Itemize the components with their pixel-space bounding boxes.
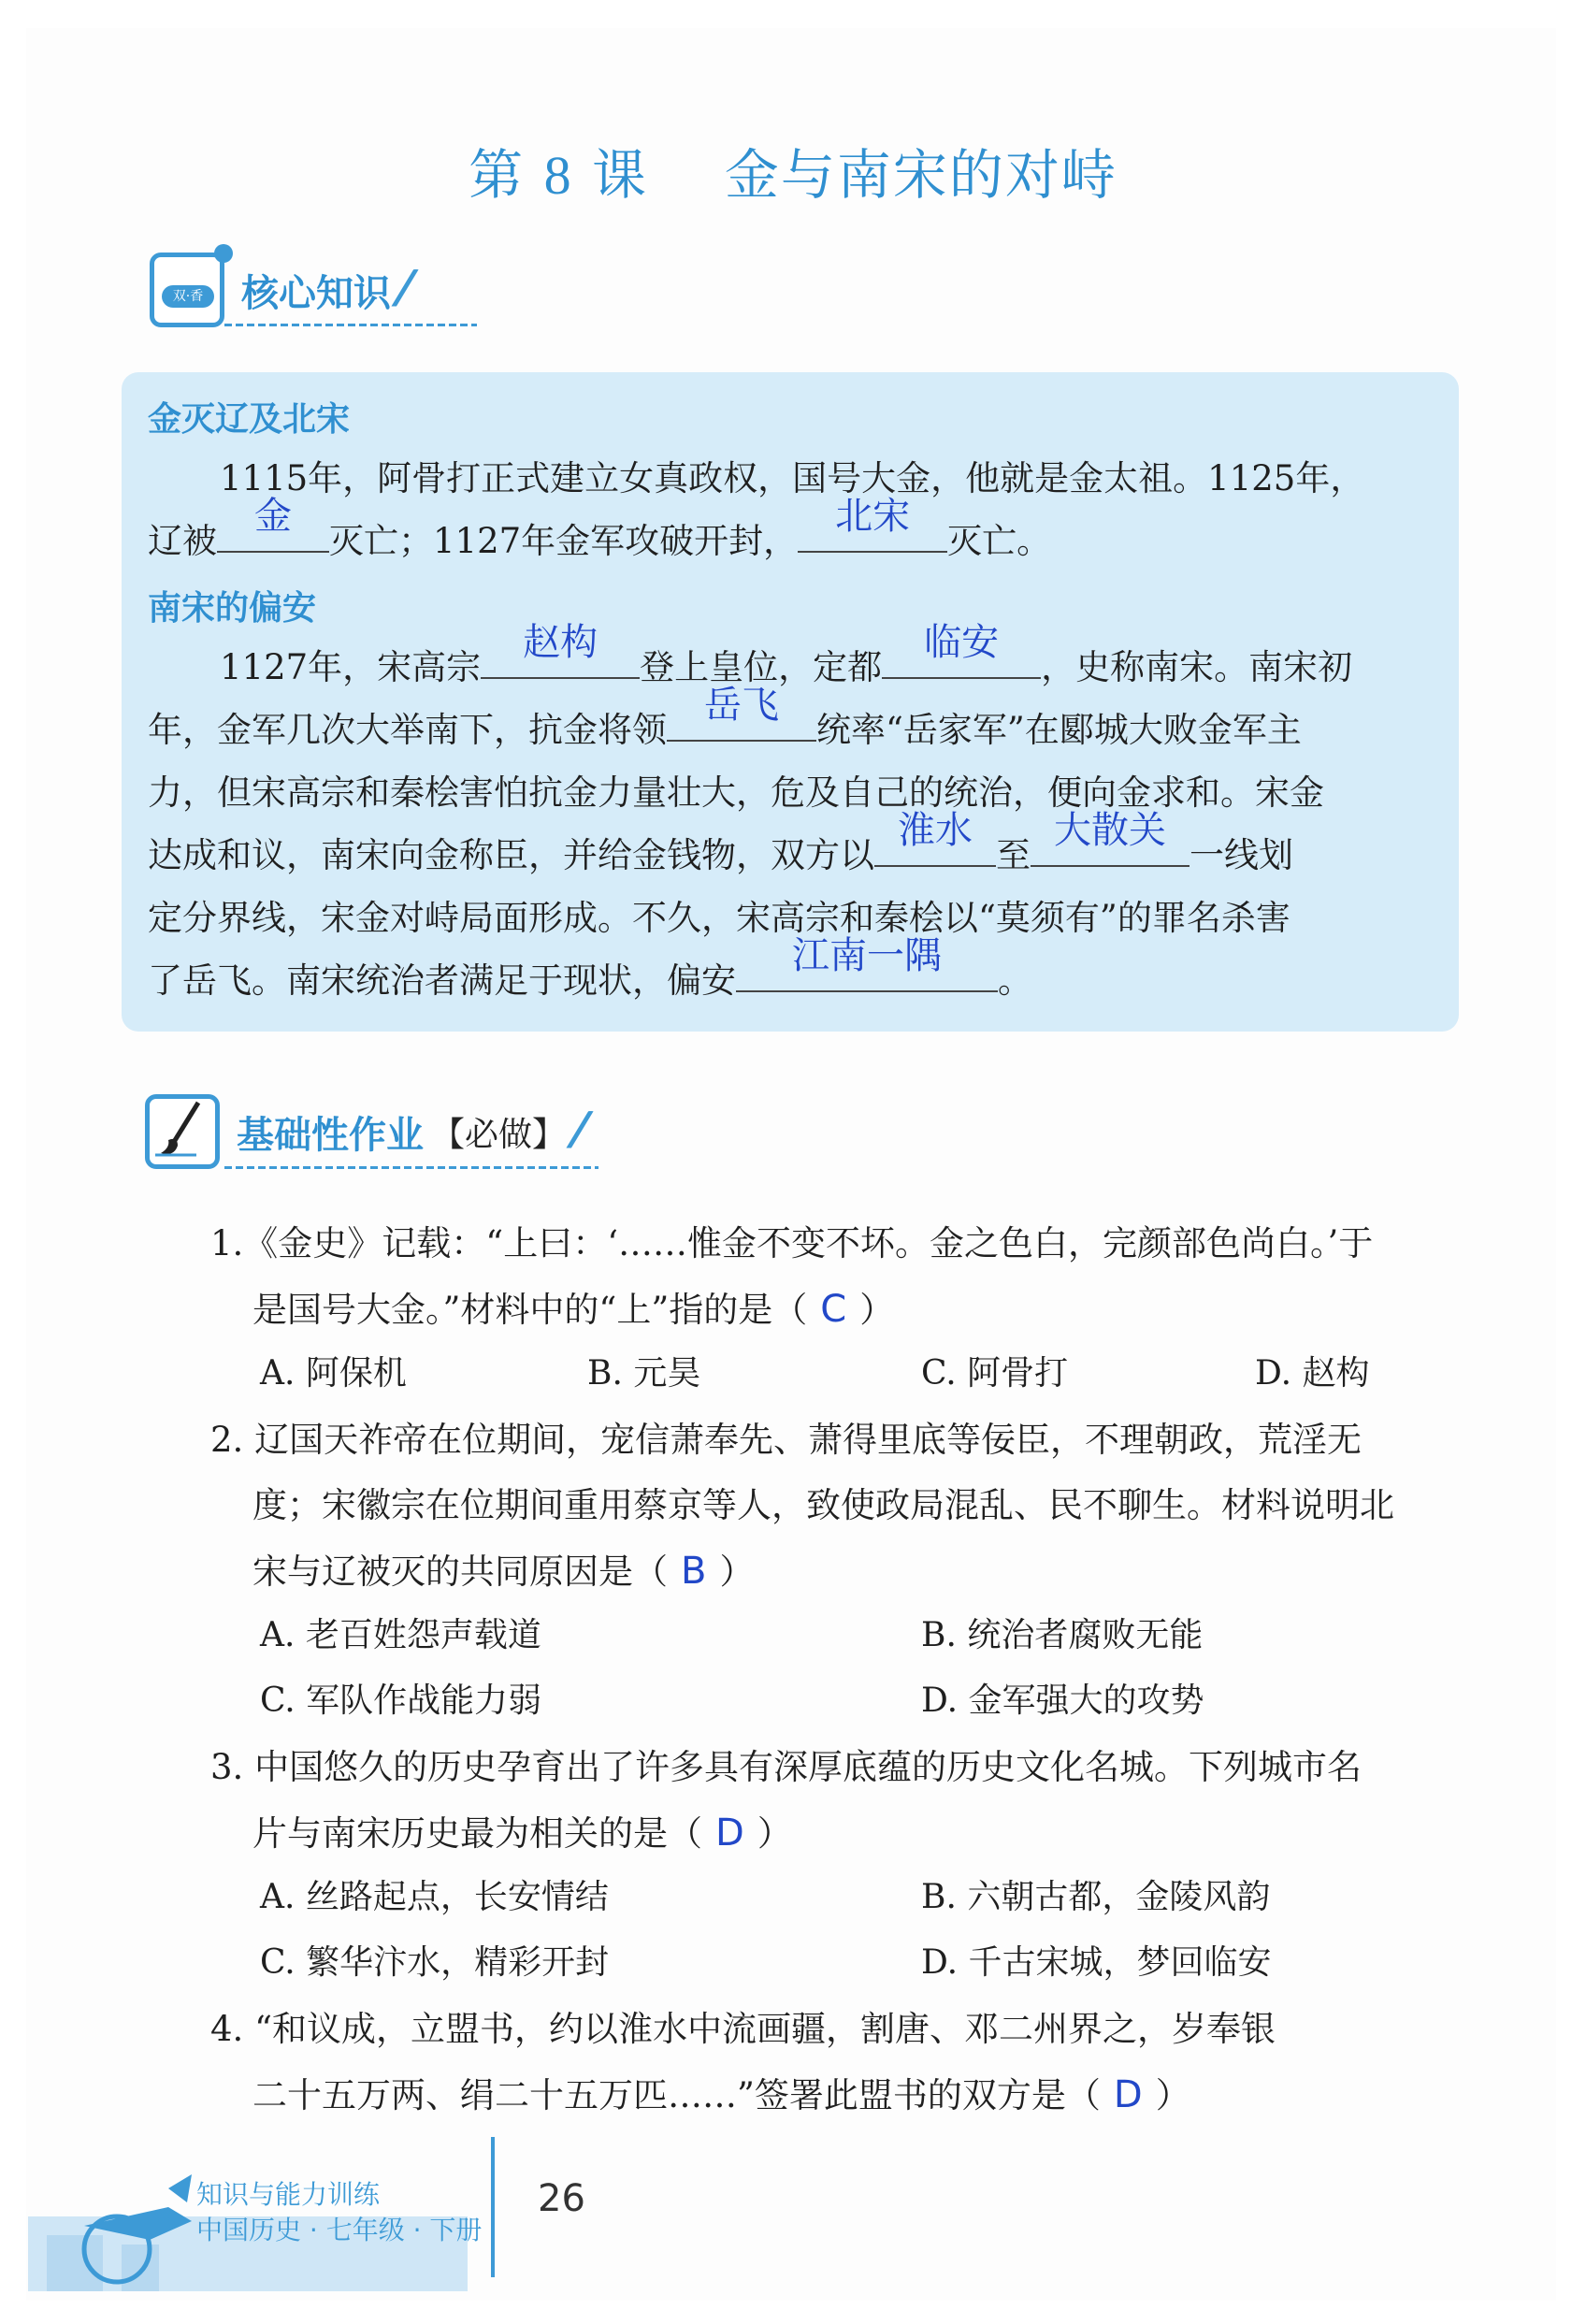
- answer-text: 赵构: [523, 621, 598, 664]
- core-line-2: [148, 495, 1052, 572]
- q3-option-d: D. 千古宋城，梦回临安: [921, 1943, 1272, 1982]
- basic-section-tag: 【必做】: [431, 1115, 567, 1154]
- text-fragment: 片与南宋历史最为相关的是（: [252, 1813, 702, 1854]
- answer-text: 淮水: [898, 809, 973, 852]
- q2-option-a: A. 老百姓怨声载道: [260, 1616, 541, 1654]
- text-fragment: 宋与辽被灭的共同原因是（: [252, 1552, 668, 1592]
- q1-option-d: D. 赵构: [1255, 1354, 1370, 1393]
- text-fragment: 灭亡。: [947, 521, 1052, 561]
- text-fragment: ，史称南宋。南宋初: [1041, 647, 1353, 687]
- answer-text: 临安: [924, 621, 1000, 664]
- q3-option-a: A. 丝路起点，长安情结: [260, 1878, 609, 1916]
- page-number: 26: [538, 2177, 585, 2220]
- q1-answer: C: [820, 1288, 847, 1331]
- text-fragment: 登上皇位，定都: [640, 647, 883, 687]
- text-fragment: ）: [719, 1552, 755, 1592]
- answer-text: 北宋: [835, 495, 911, 538]
- q2-option-b: B. 统治者腐败无能: [921, 1616, 1204, 1654]
- core-line-4: [148, 684, 1302, 761]
- core-line-5: 力，但宋高宗和秦桧害怕抗金力量壮大，危及自己的统治，便向金求和。宋金: [148, 772, 1324, 813]
- q2-option-c: C. 军队作战能力弱: [260, 1682, 542, 1720]
- brush-icon: [145, 1094, 220, 1169]
- answer-blank: [217, 495, 329, 553]
- text-fragment: 是国号大金。”材料中的“上”指的是（: [252, 1290, 808, 1330]
- text-fragment: 。: [998, 960, 1032, 1001]
- q3-option-c: C. 繁华汴水，精彩开封: [260, 1943, 610, 1982]
- core-underline: [224, 324, 477, 326]
- answer-text: 岳飞: [704, 684, 779, 727]
- q1-line-2: [252, 1277, 894, 1343]
- core-line-7: 定分界线，宋金对峙局面形成。不久，宋高宗和秦桧以“莫须有”的罪名杀害: [148, 898, 1290, 938]
- answer-text: 江南一隅: [792, 934, 942, 977]
- text-fragment: 统率“岳家军”在郾城大败金军主: [816, 710, 1302, 750]
- answer-blank: [882, 621, 1041, 679]
- q2-line-2: 度；宋徽宗在位期间重用蔡京等人，致使政局混乱、民不聊生。材料说明北: [252, 1485, 1394, 1525]
- dot-icon: [214, 244, 233, 263]
- text-fragment: ）: [1155, 2075, 1190, 2115]
- text-fragment: 至: [996, 835, 1031, 875]
- core-line-6: [148, 809, 1293, 887]
- answer-blank: [481, 621, 640, 679]
- text-fragment: 年，金军几次大举南下，抗金将领: [148, 710, 667, 750]
- q4-line-2: [252, 2062, 1190, 2129]
- text-fragment: 灭亡；1127年金军攻破开封，: [329, 521, 799, 561]
- answer-blank: [1031, 809, 1190, 867]
- footer-series-title: 知识与能力训练: [196, 2179, 381, 2210]
- q3-line-2: [252, 1800, 792, 1867]
- answer-text: 金: [254, 495, 292, 538]
- answer-blank: [874, 809, 996, 867]
- slash-decoration-icon: ⁄⁄⁄: [575, 1104, 578, 1160]
- q2-line-3: [252, 1538, 754, 1605]
- text-fragment: 一线划: [1190, 835, 1293, 875]
- q1-option-b: B. 元昊: [587, 1354, 701, 1393]
- subtitle-jin-destroys: 金灭辽及北宋: [148, 400, 351, 439]
- text-fragment: 达成和议，南宋向金称臣，并给金钱物，双方以: [148, 835, 874, 875]
- core-badge: 双·香: [162, 285, 214, 308]
- answer-blank: [736, 934, 998, 992]
- title-suffix: 课: [592, 143, 649, 207]
- basic-section-label: 基础性作业: [237, 1113, 424, 1157]
- q4-answer: D: [1113, 2073, 1143, 2116]
- text-fragment: 二十五万两、绢二十五万匹……”签署此盟书的双方是（: [252, 2075, 1101, 2115]
- slash-decoration-icon: ⁄⁄⁄: [400, 262, 403, 318]
- brush-glyph-icon: [150, 1099, 215, 1164]
- subtitle-southern-song: 南宋的偏安: [148, 589, 317, 628]
- answer-text: 大散关: [1054, 809, 1166, 852]
- q1-line-1: 1.《金史》记载：“上曰：‘……惟金不变不坏。金之色白，完颜部色尚白。’于: [210, 1223, 1374, 1263]
- answer-blank: [667, 684, 816, 742]
- basic-section-header: [145, 1094, 577, 1169]
- q3-option-b: B. 六朝古都，金陵风韵: [921, 1878, 1271, 1916]
- q4-line-1: 4. “和议成，立盟书，约以淮水中流画疆，割唐、邓二州界之，岁奉银: [210, 2009, 1276, 2049]
- basic-underline: [224, 1166, 598, 1169]
- text-fragment: 辽被: [148, 521, 217, 561]
- text-fragment: 了岳飞。南宋统治者满足于现状，偏安: [148, 960, 736, 1001]
- q2-option-d: D. 金军强大的攻势: [921, 1682, 1204, 1720]
- text-fragment: ）: [859, 1290, 895, 1330]
- core-line-8: [148, 934, 1032, 1012]
- book-icon: [150, 253, 224, 327]
- core-line-1: 1115年，阿骨打正式建立女真政权，国号大金，他就是金太祖。1125年，: [220, 458, 1365, 498]
- q1-option-a: A. 阿保机: [260, 1354, 407, 1393]
- q3-line-1: 3. 中国悠久的历史孕育出了许多具有深厚底蕴的历史文化名城。下列城市名: [210, 1747, 1363, 1787]
- q3-answer: D: [715, 1812, 744, 1855]
- title-number: 8: [543, 145, 573, 206]
- core-section-header: [150, 253, 402, 327]
- text-fragment: 1127年，宋高宗: [220, 647, 482, 687]
- q1-option-c: C. 阿骨打: [921, 1354, 1069, 1393]
- core-section-label: 核心知识: [241, 271, 391, 315]
- title-name: 金与南宋的对峙: [724, 143, 1117, 207]
- lesson-title: [0, 131, 1586, 209]
- q2-answer: B: [681, 1550, 707, 1593]
- title-prefix: 第: [469, 143, 526, 207]
- answer-blank: [798, 495, 947, 553]
- footer-book-title: 中国历史 · 七年级 · 下册: [196, 2215, 483, 2245]
- text-fragment: ）: [757, 1813, 792, 1854]
- q2-line-1: 2. 辽国天祚帝在位期间，宠信萧奉先、萧得里底等佞臣，不理朝政，荒淫无: [210, 1420, 1363, 1460]
- footer-divider: [491, 2137, 495, 2277]
